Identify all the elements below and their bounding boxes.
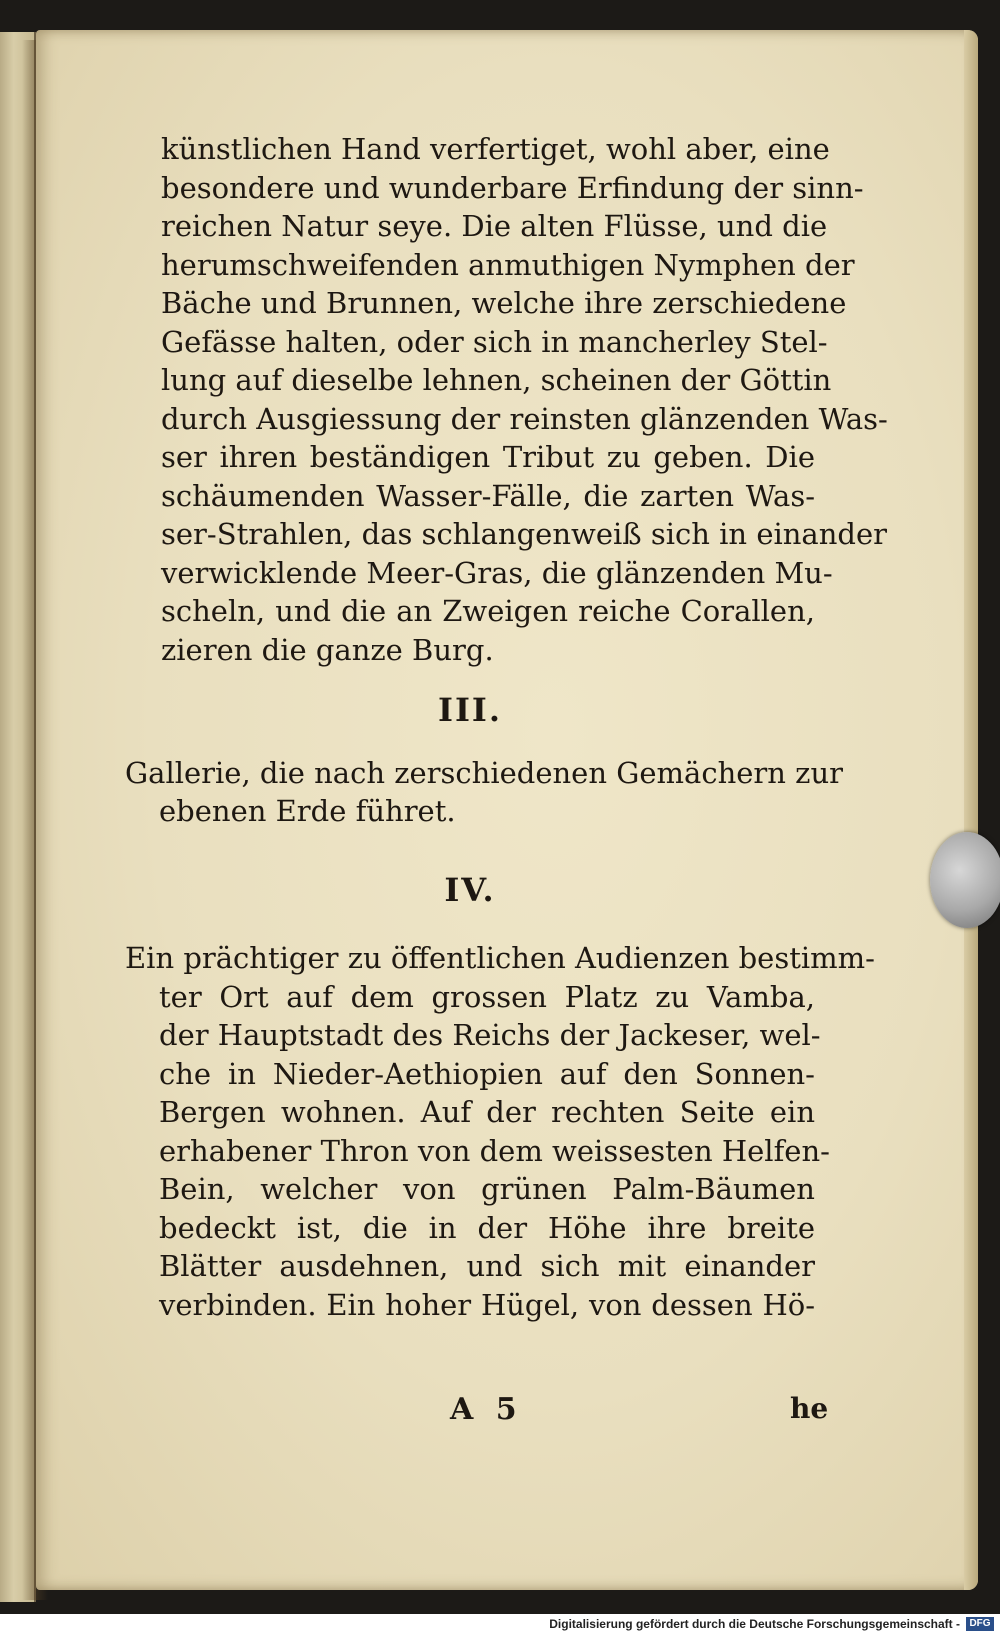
text-line: künstlichen Hand verfertiget, wohl aber, eine [161, 132, 830, 166]
text-line: reichen Natur seye. Die alten Flüsse, und die [161, 209, 828, 243]
text-line: ser-Strahlen, das schlangenweiß sich in einander [161, 517, 887, 551]
text-line: che in Nieder-Aethiopien auf den Sonnen- [159, 1056, 815, 1091]
text-block-3 [125, 939, 875, 1324]
text-line: Ein prächtiger zu öffentlichen Audienzen bestimm- [125, 941, 875, 975]
text-line: ebenen Erde führet. [159, 794, 456, 828]
text-line: Gallerie, die nach zerschiedenen Gemächern zur [125, 755, 844, 790]
page-text [125, 130, 888, 1324]
text-line: ter Ort auf dem grossen Platz zu Vamba, [159, 979, 815, 1014]
text-line: Gefässe halten, oder sich in mancherley Stel- [161, 324, 828, 359]
text-line: bedeckt ist, die in der Höhe ihre breite [159, 1210, 815, 1245]
text-line: verbinden. Ein hoher Hügel, von dessen Hö- [159, 1287, 815, 1322]
text-line: ser ihren beständigen Tribut zu geben. Die [161, 440, 815, 474]
text-line: scheln, und die an Zweigen reiche Corallen, [161, 594, 815, 628]
text-line: durch Ausgiessung der reinsten glänzenden Was- [161, 401, 888, 436]
text-line: herumschweifenden anmuthigen Nymphen der [161, 247, 855, 282]
text-line: Bergen wohnen. Auf der rechten Seite ein [159, 1095, 815, 1129]
footer-credit: Digitalisierung gefördert durch die Deutsche Forschungsgemeinschaft - [549, 1617, 960, 1631]
section-heading-iii: III. [437, 691, 503, 729]
text-line: verwicklende Meer-Gras, die glänzenden Mu- [161, 555, 833, 590]
dfg-logo-icon: DFG [966, 1617, 994, 1631]
footer-bar [0, 1614, 1000, 1635]
text-line: zieren die ganze Burg. [161, 632, 494, 667]
printer-signature-mark: A 5 [450, 1392, 523, 1427]
catchword: he [790, 1392, 829, 1425]
text-block-1 [125, 130, 888, 669]
text-line: Bein, welcher von grünen Palm-Bäumen [159, 1172, 815, 1206]
text-line: Blätter ausdehnen, und sich mit einander [159, 1249, 815, 1283]
text-line: erhabener Thron von dem weissesten Helfen- [159, 1133, 830, 1168]
page-holder-disc [930, 832, 1000, 928]
section-heading-iv: IV. [444, 870, 496, 909]
text-line: der Hauptstadt des Reichs der Jackeser, wel- [159, 1018, 821, 1052]
page-fore-edge [964, 30, 978, 1590]
text-block-2 [125, 754, 844, 831]
text-line: besondere und wunderbare Erfindung der sinn- [161, 170, 864, 205]
text-line: lung auf dieselbe lehnen, scheinen der Göttin [161, 363, 832, 397]
text-line: Bäche und Brunnen, welche ihre zerschiedene [161, 286, 847, 320]
text-line: schäumenden Wasser-Fälle, die zarten Was- [161, 478, 815, 513]
